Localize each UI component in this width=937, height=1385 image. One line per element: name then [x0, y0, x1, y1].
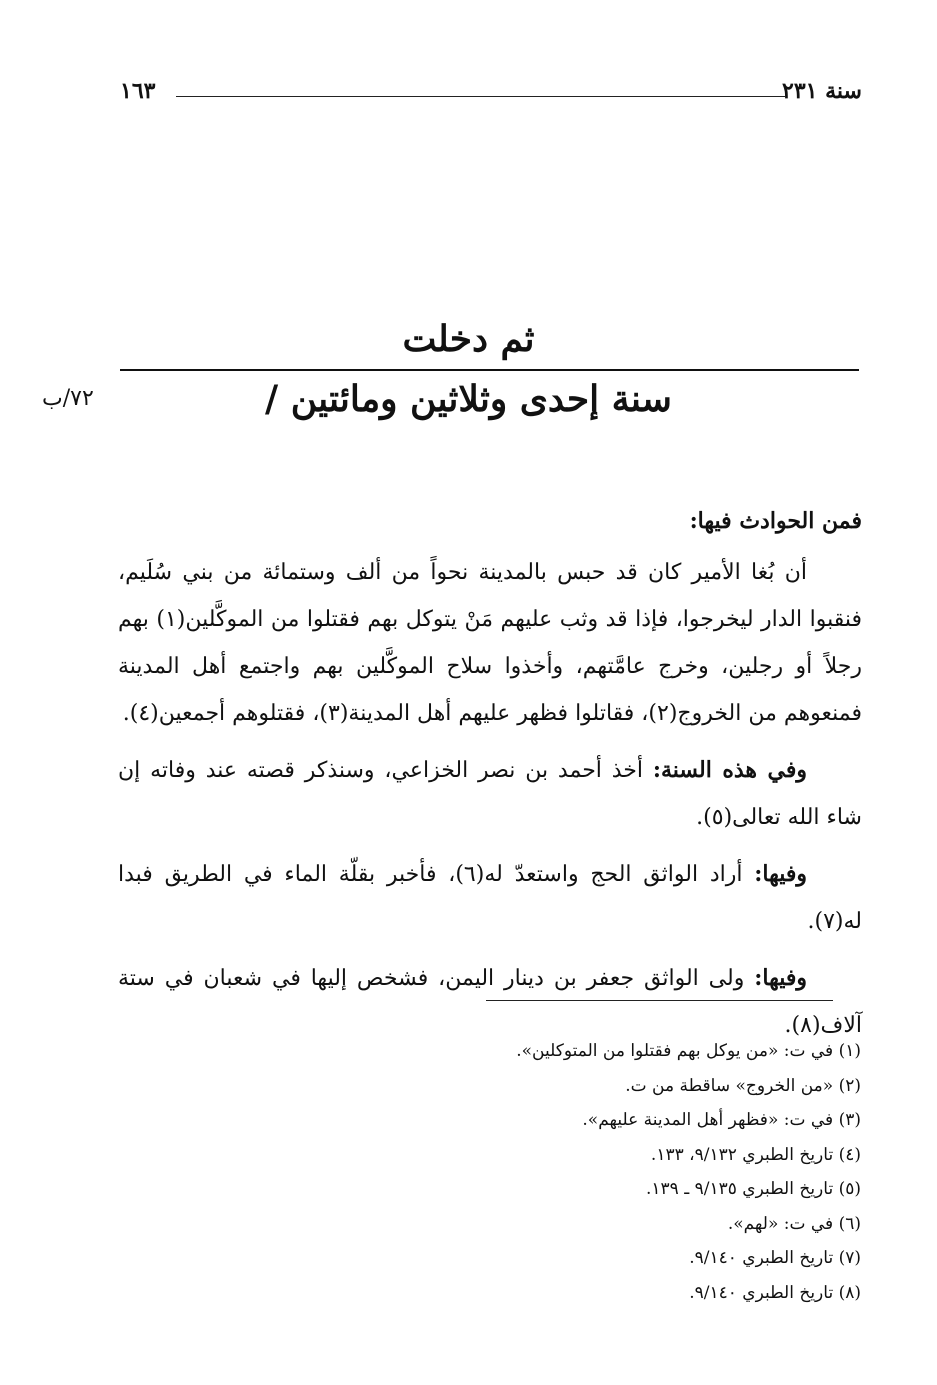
paragraph-1: أن بُغا الأمير كان قد حبس بالمدينة نحواً من ألف وستمائة من بني سُلَيم، فنقبوا الدار ليخرجوا، فإذا قد وثب عليهم مَنْ يتوكل بهم فقتلوا من الموكَّلين(١) بهم رجلاً أو رجلين، وخرج عامَّتهم، وأخذوا سلاح الموكَّلين بهم واجتمع أهل المدينة فمنعوهم من الخروج(٢)، فقاتلوا فظهر عليهم أهل المدينة(٣)، فقتلوهم أجمعين(٤). [118, 560, 862, 726]
footnote-item: (٧) تاريخ الطبري ٩/١٤٠. [689, 1248, 861, 1268]
paragraph-3 [118, 851, 862, 945]
page-number: ١٦٣ [120, 78, 156, 104]
chapter-title-line1: ثم دخلت [402, 318, 535, 360]
footnote-item: (٢) «من الخروج» ساقطة من ت. [625, 1075, 861, 1096]
footnote-item: (٥) تاريخ الطبري ٩/١٣٥ ـ ١٣٩. [646, 1179, 861, 1199]
title-rule [120, 369, 859, 371]
footnote-item: (٦) في ت: «لهم». [727, 1213, 861, 1234]
section-heading: فمن الحوادث فيها: [689, 508, 862, 534]
footnote-item: (٣) في ت: «فظهر أهل المدينة عليهم». [582, 1110, 861, 1130]
header-rule [176, 96, 785, 97]
chapter-title-line2: سنة إحدى وثلاثين ومائتين / [265, 378, 672, 420]
paragraph-4-lead: وفيها: [754, 965, 807, 991]
footnotes [161, 1034, 861, 1310]
footnote-item: (١) في ت: «من يوكل بهم فقتلوا من المتوكلين». [516, 1041, 861, 1061]
paragraph-2-lead: وفي هذه السنة: [652, 757, 807, 783]
manuscript-folio-ref: ٧٢/ب [42, 386, 94, 411]
paragraph-4-text: ولى الواثق جعفر بن دينار اليمن، فشخص إليها في شعبان في ستة آلاف(٨). [118, 966, 862, 1038]
running-header: سنة ٢٣١ [782, 78, 862, 104]
main-text [118, 498, 862, 1049]
paragraph-3-lead: وفيها: [754, 861, 807, 887]
footnote-item: (٨) تاريخ الطبري ٩/١٤٠. [689, 1282, 861, 1303]
footnote-item: (٤) تاريخ الطبري ٩/١٣٢، ١٣٣. [650, 1144, 861, 1165]
paragraph-3-text: أراد الواثق الحج واستعدّ له(٦)، فأخبر بقلّة الماء في الطريق فبدا له(٧). [118, 862, 862, 934]
footnote-rule [486, 1000, 833, 1001]
paragraph-2-text: أخذ أحمد بن نصر الخزاعي، وسنذكر قصته عند وفاته إن شاء الله تعالى(٥). [118, 758, 862, 830]
paragraph-2 [118, 747, 862, 841]
